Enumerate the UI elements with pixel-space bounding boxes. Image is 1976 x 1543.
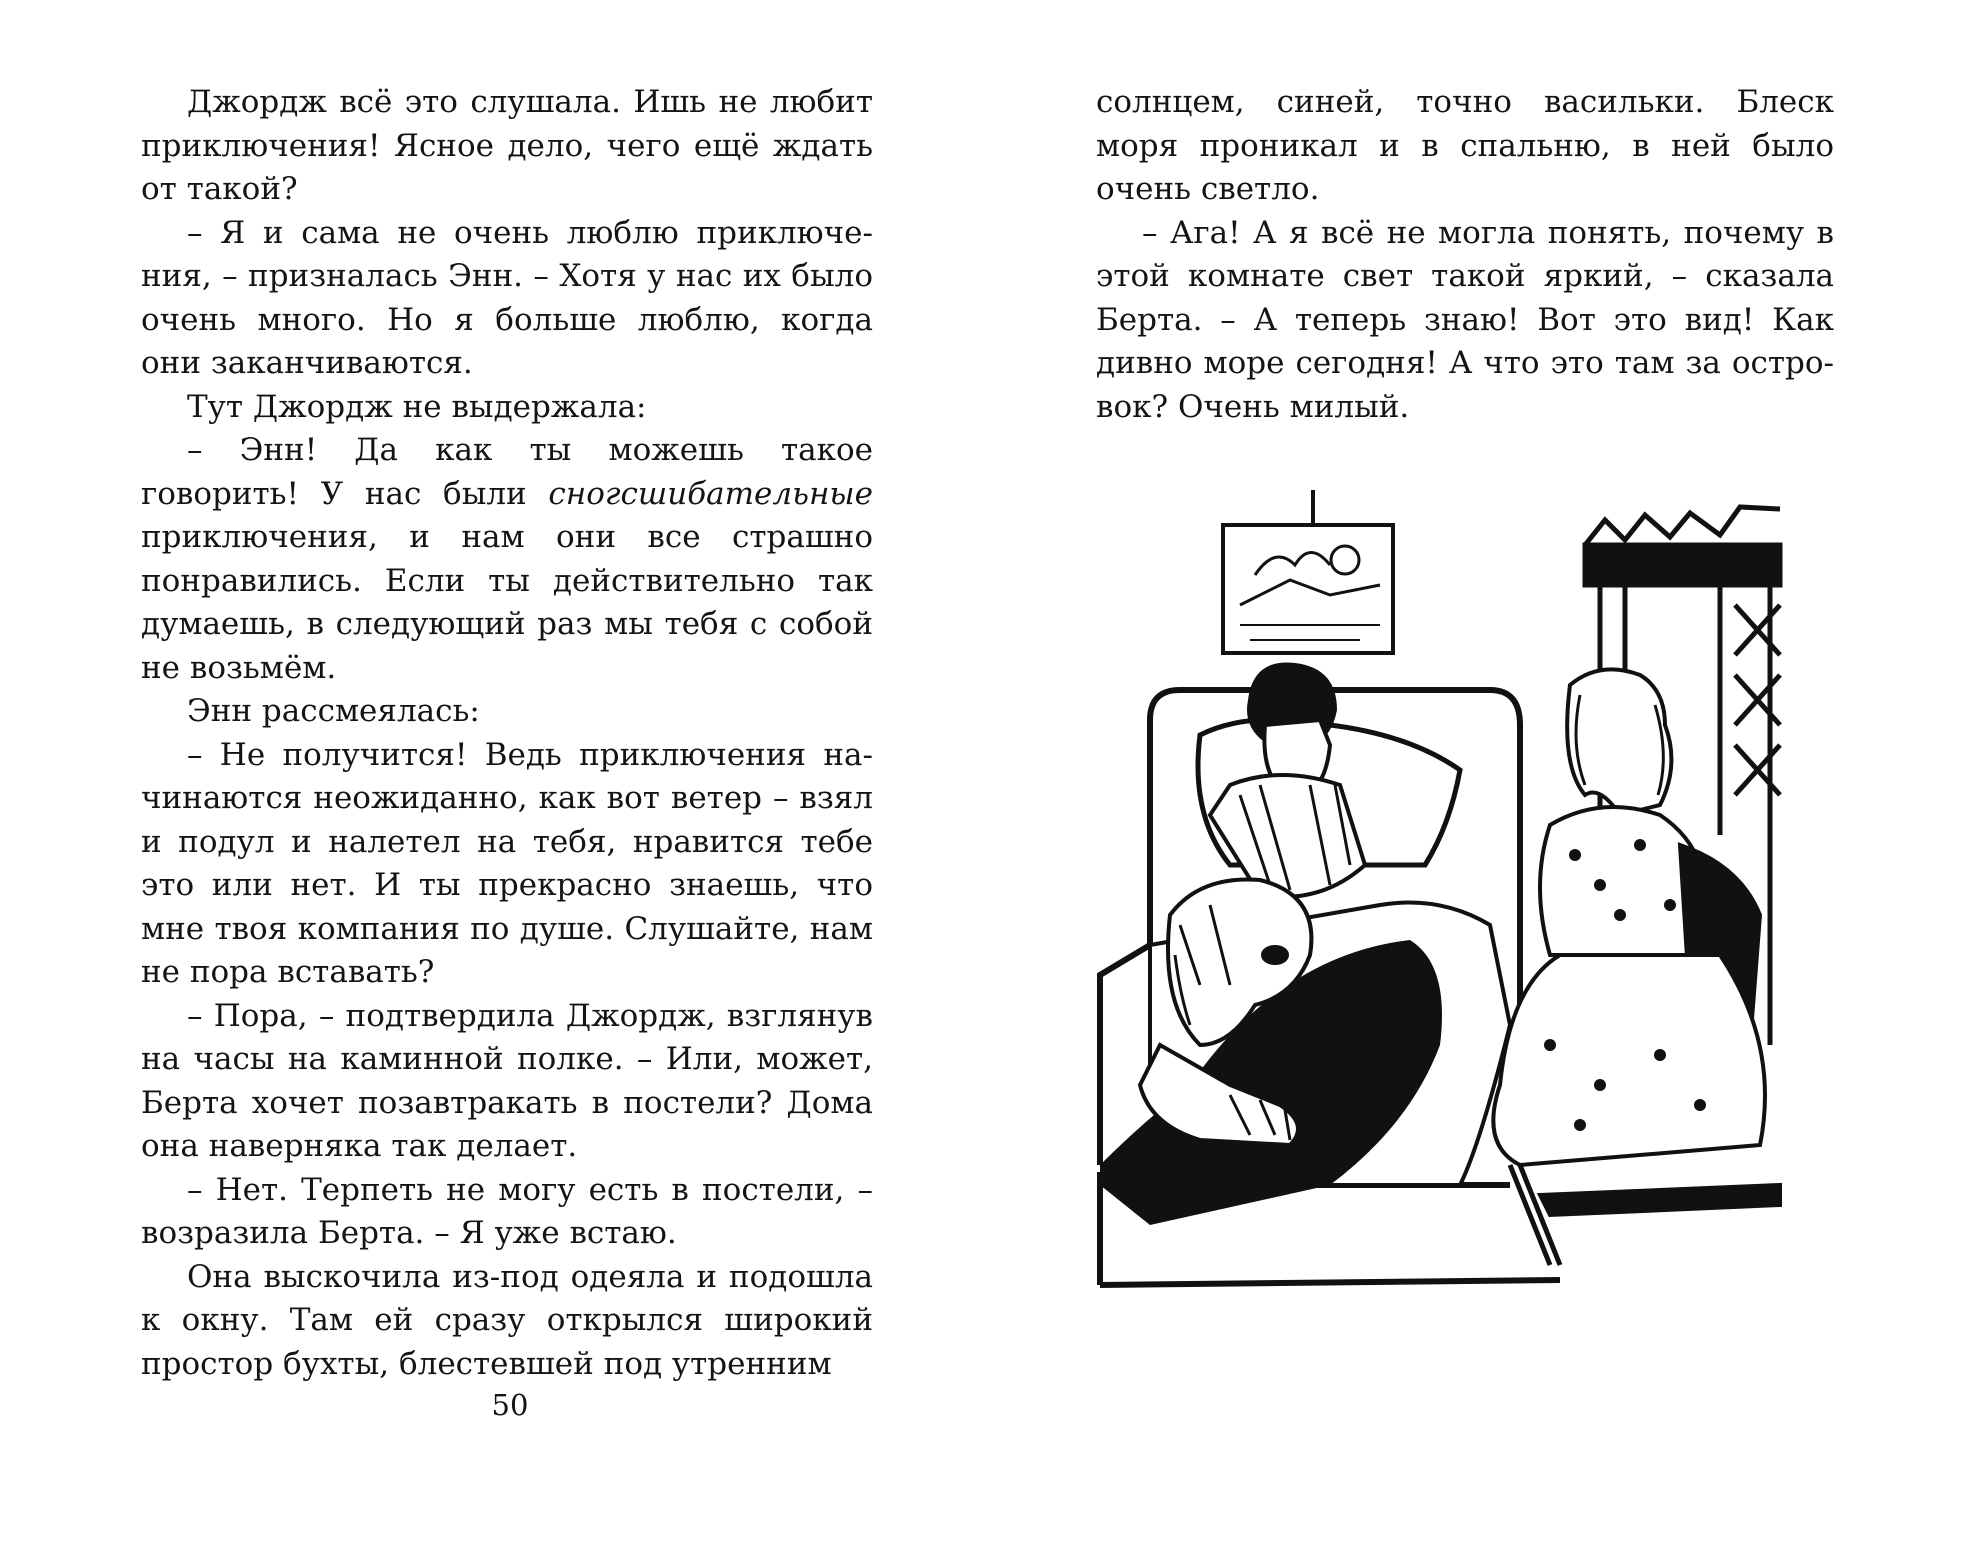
paragraph-1: Джордж всё это слушала. Ишь не любит приключения! Ясное дело, чего ещё ждать от такой? (141, 84, 873, 207)
paragraph-6: – Не получится! Ведь приключения начинаются неожиданно, как вот ветер – взял и подул и налетел на тебя, нравится тебе это или нет. И ты прекрасно знаешь, что мне твоя компания по душе. Слушайте, нам не пора вставать? (141, 736, 873, 990)
paragraph-3: Тут Джордж не выдержала: (187, 388, 647, 425)
page-number: 50 (491, 1388, 529, 1422)
girl (1493, 669, 1780, 1265)
paragraph-7: – Пора, – подтвердила Джордж, взглянув на часы на каминной полке. – Или, может, Берта хочет позавтракать в постели? Дома она наверняка так делает. (141, 997, 873, 1164)
paragraph-9: Она выскочила из-под одеяла и подошла к окну. Там ей сразу открылся широкий простор бухты, блестевшей под утренним (141, 1258, 873, 1382)
paragraph-4 (141, 429, 873, 690)
paragraph-5: Энн рассмеялась: (187, 693, 480, 729)
paragraph-4-after: приключения, и нам они все страшно понравились. Если ты действительно так думаешь, в следующий раз мы тебя с собой не возьмём. (141, 519, 873, 686)
paragraph-8: – Нет. Терпеть не могу есть в постели, – возразила Берта. – Я уже встаю. (141, 1171, 873, 1251)
left-page-text (141, 81, 873, 1386)
paragraph-2: – Я и сама не очень люблю приключения, – призналась Энн. – Хотя у нас их было очень много. Но я больше люблю, когда они заканчиваются. (141, 214, 873, 381)
right-page (988, 0, 1976, 1543)
wall-picture (1223, 490, 1393, 653)
paragraph-4-before: – Энн! Да как ты можешь такое говорить! У нас были (141, 432, 873, 512)
bedroom-illustration-icon (1080, 485, 1820, 1305)
illustration-drawing (1080, 485, 1820, 1305)
paragraph-4-emphasis: сногсшибательные (548, 475, 873, 512)
right-page-text (1096, 81, 1834, 429)
paragraph-right-2: – Ага! А я всё не могла понять, почему в этой комнате свет такой яркий, – сказала Берта. – А теперь знаю! Вот это вид! Как дивно море сегодня! А что это там за островок? Очень милый. (1096, 214, 1834, 425)
paragraph-continued: солнцем, синей, точно васильки. Блеск моря проникал и в спальню, в ней было очень светло. (1096, 84, 1834, 207)
